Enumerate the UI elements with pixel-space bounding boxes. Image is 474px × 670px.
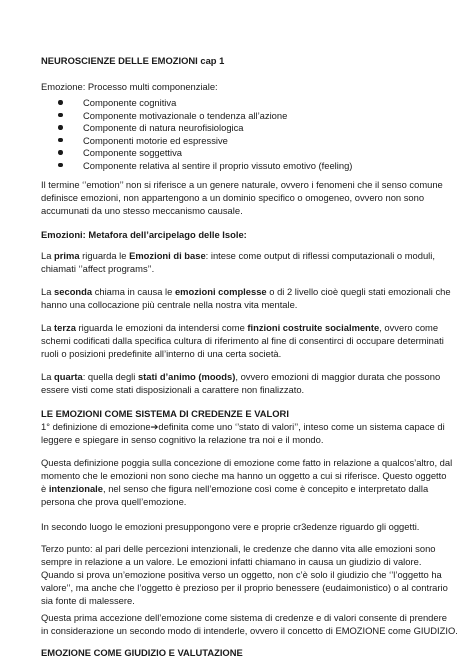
intentional-object-paragraph: Questa definizione poggia sulla concezione di emozione come fatto in relazione a qualcos’altro, dal momento che le emozioni non sono cieche ma hanno un oggetto a cui si riferisce. Questo oggetto è intenzionale, nel senso che figura nell’emozione così come è concepito e interpretato dalla persona che prova quell’emozione. bbox=[41, 457, 453, 507]
bullet-icon bbox=[58, 163, 63, 168]
island-second-paragraph: La seconda chiama in causa le emozioni complesse o di 2 livello cioè quegli stati emozionali che hanno una collocazione più centrale nella nostra vita mentale. bbox=[41, 286, 451, 310]
components-list bbox=[58, 96, 352, 172]
list-item: Componente motivazionale o tendenza all’azione bbox=[58, 109, 352, 122]
bullet-icon bbox=[58, 150, 63, 155]
first-definition-paragraph: 1° definizione di emozione➔definita come uno ‘’stato di valori’’, inteso come un sistema capace di leggere e spiegare in senso cognitivo la relazione tra noi e il mondo. bbox=[41, 421, 445, 445]
beliefs-paragraph: In secondo luogo le emozioni presuppongono vere e proprie cr3edenze riguardo gli oggetti. bbox=[41, 521, 420, 532]
intro-paragraph: Il termine ‘’emotion’’ non si riferisce a un genere naturale, ovvero i fenomeni che il senso comune definisce emozioni, non appartengono a un dominio specifico o omogeneo, ovvero non sono accumunati da uno stesso meccanismo causale. bbox=[41, 179, 443, 216]
section-heading-judgement: EMOZIONE COME GIUDIZIO E VALUTAZIONE bbox=[41, 647, 243, 658]
list-item: Componente di natura neurofisiologica bbox=[58, 121, 352, 134]
list-item: Componenti motorie ed espressive bbox=[58, 134, 352, 147]
list-item: Componente soggettiva bbox=[58, 146, 352, 159]
section-heading-beliefs: LE EMOZIONI COME SISTEMA DI CREDENZE E VALORI bbox=[41, 408, 289, 419]
bullet-icon bbox=[58, 138, 63, 143]
bullet-icon bbox=[58, 113, 63, 118]
bullet-icon bbox=[58, 125, 63, 130]
islands-heading: Emozioni: Metafora dell’arcipelago delle Isole: bbox=[41, 229, 247, 240]
island-fourth-paragraph: La quarta: quella degli stati d’animo (moods), ovvero emozioni di maggior durata che possono essere visti come stati disposizionali a carattere non finalizzato. bbox=[41, 371, 441, 395]
list-item: Componente relativa al sentire il proprio vissuto emotivo (feeling) bbox=[58, 159, 352, 172]
bullet-icon bbox=[58, 100, 63, 105]
conclusion-paragraph: Questa prima accezione dell’emozione come sistema di credenze e di valori consente di prendere in considerazione un secondo modo di intenderle, ovvero il concetto di EMOZIONE come GIUDIZIO. bbox=[41, 612, 458, 636]
list-item: Componente cognitiva bbox=[58, 96, 352, 109]
emotion-definition: Emozione: Processo multi componenziale: bbox=[41, 81, 218, 92]
document-title: NEUROSCIENZE DELLE EMOZIONI cap 1 bbox=[41, 55, 225, 66]
island-third-paragraph: La terza riguarda le emozioni da intendersi come finzioni costruite socialmente, ovvero come schemi codificati dalla specifica cultura di riferimento al fine di consentirci di occupare determinati ruoli o posizioni predefinite all’interno di una certa società. bbox=[41, 322, 444, 359]
third-point-paragraph: Terzo punto: al pari delle percezioni intenzionali, le credenze che danno vita alle emozioni sono sempre in relazione a un valore. Le emozioni infatti chiamano in causa un giudizio di valore. Quando si prova un’emozione positiva verso un oggetto, non c’è solo il giudizio che ‘’l’oggetto ha valore’’, ma anche che l’oggetto è prezioso per il proprio benessere (eudaimonistico) o al contrario sia fonte di malessere. bbox=[41, 543, 448, 606]
island-first-paragraph: La prima riguarda le Emozioni di base: intese come output di riflessi computazionali o moduli, chiamati ‘’affect programs’’. bbox=[41, 250, 435, 274]
